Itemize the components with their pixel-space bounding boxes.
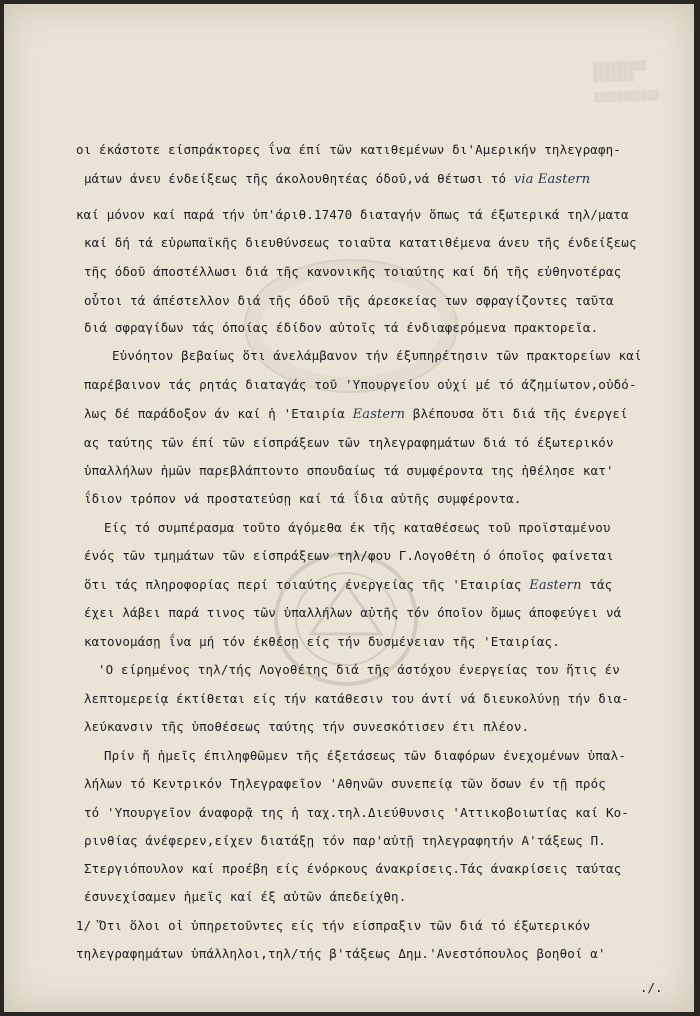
text-line: τῆς όδοῦ άποστέλλωσι διά τῆς κανονικῆς τοιαύτης καί δή τῆς εὐθηνοτέρας xyxy=(84,264,622,279)
text-line: τό 'Υπουργεῖον άναφορᾷ της ἡ ταχ.τηλ.Διεύθυνσις 'Αττικοβοιωτίας καί Κο- xyxy=(84,805,629,820)
text-line: Στεργιόπουλον καί προέβη είς ένόρκους άνακρίσεις.Τάς άνακρίσεις ταύτας xyxy=(84,861,622,876)
text-line: κατονομάσῃ ΐνα μή τόν έκθέσῃ είς τήν δυσμένειαν τῆς 'Εταιρίας. xyxy=(84,634,560,649)
text-line: ας ταύτης τῶν έπί τῶν είσπράξεων τῶν τηλεγραφημάτων διά τό έξωτερικόν xyxy=(84,435,614,450)
text-line: Είς τό συμπέρασμα τοῦτο άγόμεθα έκ τῆς καταθέσεως τοῦ προϊσταμένου xyxy=(104,520,611,535)
text-line: μάτων άνευ ένδείξεως τῆς άκολουθητέας όδοῦ,νά θέτωσι τό via Eastern xyxy=(84,171,591,187)
text-line: Εὐνόητον βεβαίως ὅτι άνελάμβανον τήν έξυπηρέτησιν τῶν πρακτορείων καί xyxy=(112,348,642,363)
text-line: λεπτομερείᾳ έκτίθεται είς τήν κατάθεσιν του άντί νά διευκολύνῃ τήν δια- xyxy=(84,691,629,706)
text-line: 1/ Ὅτι ὅλοι οἱ ὑπηρετοῦντες είς τήν είσπραξιν τῶν διά τό έξωτερικόν xyxy=(76,918,591,933)
text-line: καί δή τά εὐρωπαϊκῆς διευθύνσεως τοιαῦτα κατατιθέμενα άνευ τῆς ένδείξεως xyxy=(84,235,637,250)
text-line: ὅτι τάς πληροφορίας περί τοιαύτης ένεργείας τῆς 'Εταιρίας Eastern τάς xyxy=(84,577,613,593)
bleed-through-text: ▒▒▒▒▒▒▒▒▒ ▒▒▒▒▒▒▒ ▒▒▒▒▒▒▒▒▒▒▒ xyxy=(592,61,660,104)
document-page xyxy=(4,4,694,1012)
text-line: ένός τῶν τμημάτων τῶν είσπράξεων τηλ/φου Γ.Λογοθέτη ό όποῖος φαίνεται xyxy=(84,548,614,563)
text-line: έσυνεχίσαμεν ἡμεῖς καί έξ αὐτῶν άπεδείχθη. xyxy=(84,889,407,904)
text-line: 'Ο είρημένος τηλ/τής Λογοθέτης διά τῆς άστόχου ένεργείας του ἥτις έν xyxy=(98,662,620,677)
typed-text-block xyxy=(4,4,694,1012)
text-line: οι έκάστοτε είσπράκτορες ΐνα έπί τῶν κατιθεμένων δι'Αμερικήν τηλεγραφη- xyxy=(76,142,621,157)
text-line: λως δέ παράδοξον άν καί ἡ 'Εταιρία Eastern βλέπουσα ὅτι διά τῆς ένεργεί xyxy=(84,406,628,422)
text-line: ὑπαλλήλων ἡμῶν παρεβλάπτοντο σπουδαίως τά συμφέροντα της ἠθέλησε κατ' xyxy=(84,463,614,478)
handwritten-insert: via Eastern xyxy=(513,172,591,187)
handwritten-insert: Eastern xyxy=(352,407,406,422)
text-line: λεύκανσιν τῆς ὑποθέσεως ταύτης τήν συνεσκότισεν έτι πλέον. xyxy=(84,719,530,734)
continuation-mark: ./. xyxy=(640,980,663,995)
text-line: τηλεγραφημάτων ὑπάλληλοι,τηλ/τής β'τάξεως Δημ.'Ανεστόπουλος βοηθοί α' xyxy=(76,946,606,961)
text-line: έχει λάβει παρά τινος τῶν ὑπαλλήλων αὐτῆς τόν όποῖον ὅμως άποφεύγει νά xyxy=(84,605,622,620)
text-line: διά σφραγίδων τάς όποίας έδίδον αὐτοῖς τά ένδιαφερόμενα πρακτορεῖα. xyxy=(84,320,599,335)
text-line: καί μόνον καί παρά τήν ὑπ'άριθ.17470 διαταγήν ὅπως τά έξωτερικά τηλ/ματα xyxy=(76,207,629,222)
text-line: παρέβαινον τάς ρητάς διαταγάς τοῦ 'Υπουργείου οὐχί μέ τό άζημίωτον,οὐδό- xyxy=(84,377,637,392)
text-line: οὗτοι τά άπέστελλον διά τῆς όδοῦ τῆς άρεσκείας των σφραγίζοντες ταῦτα xyxy=(84,293,614,308)
text-line: ρινθίας άνέφερεν,είχεν διατάξῃ τόν παρ'αὐτῇ τηλεγραφητήν Α'τάξεως Π. xyxy=(84,833,606,848)
text-line: λήλων τό Κεντρικόν Τηλεγραφεῖον 'Αθηνῶν συνεπείᾳ τῶν ὅσων έν τῇ πρός xyxy=(84,776,606,791)
handwritten-insert: Eastern xyxy=(529,578,582,593)
text-line: ΐδιον τρόπον νά προστατεύσῃ καί τά ΐδια αὐτῆς συμφέροντα. xyxy=(84,491,522,506)
text-line: Πρίν ἤ ἡμεῖς έπιληφθῶμεν τῆς έξετάσεως τῶν διαφόρων ένεχομένων ὑπαλ- xyxy=(104,748,626,763)
